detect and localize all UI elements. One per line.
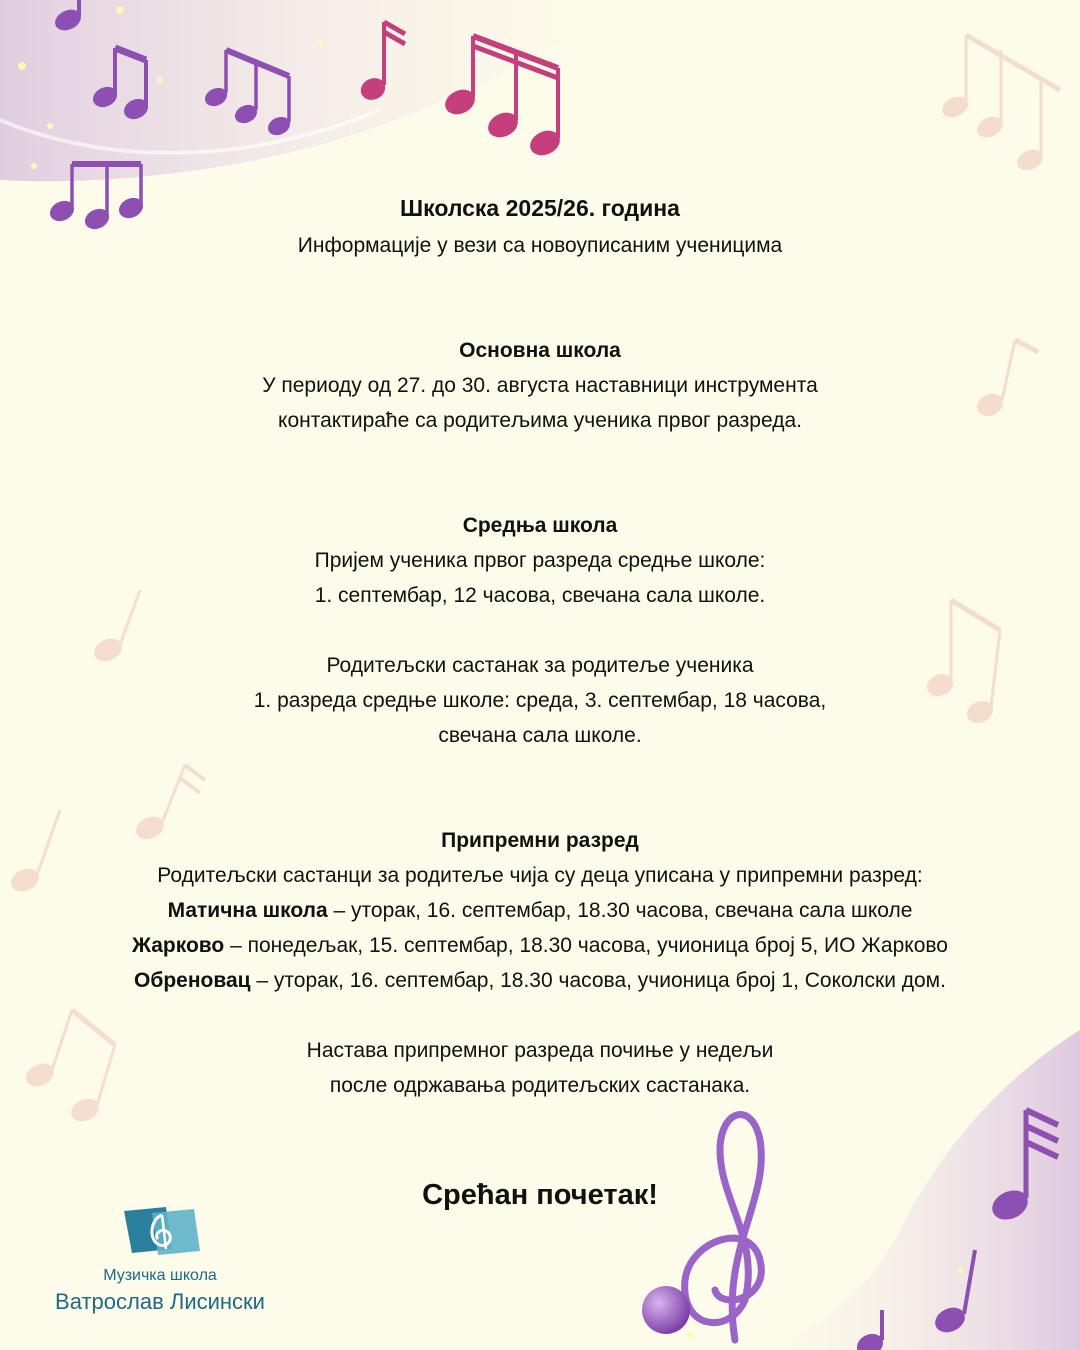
preparatory-heading: Припремни разред [441, 829, 639, 852]
secondary-school-text: свечана сала школе. [438, 724, 642, 747]
primary-school-text: У периоду од 27. до 30. августа наставници инструмента [262, 374, 818, 397]
meeting-details: – уторак, 16. септембар, 18.30 часова, учионица број 1, Соколски дом. [250, 969, 946, 992]
meeting-place: Жарково [132, 934, 225, 957]
primary-school-heading: Основна школа [459, 339, 621, 362]
meeting-place: Обреновац [134, 969, 251, 992]
school-logo-icon [122, 1205, 202, 1257]
school-logo [40, 1205, 280, 1315]
meeting-details: – уторак, 16. септембар, 18.30 часова, свечана сала школе [327, 899, 913, 922]
primary-school-text: контактираће са родитељима ученика првог разреда. [278, 409, 802, 432]
logo-text-small: Музичка школа [103, 1267, 217, 1284]
preparatory-note: Настава припремног разреда почиње у недељи [306, 1039, 774, 1062]
secondary-school-heading: Средња школа [462, 514, 618, 537]
secondary-school-text: Пријем ученика првог разреда средње школе: [314, 549, 766, 572]
preparatory-intro: Родитељски састанци за родитеље чија су деца уписана у припремни разред: [157, 864, 923, 887]
meeting-line [0, 933, 1080, 959]
logo-text-large: Ватрослав Лисински [55, 1289, 265, 1314]
page-title: Школска 2025/26. година [400, 195, 680, 221]
closing-greeting: Срећан почетак! [422, 1179, 658, 1211]
secondary-school-text: Родитељски састанак за родитеље ученика [326, 654, 754, 677]
page-subtitle: Информације у вези са новоуписаним ученицима [297, 234, 783, 257]
meeting-line [0, 898, 1080, 924]
meeting-details: – понедељак, 15. септембар, 18.30 часова, учионица број 5, ИО Жарково [224, 934, 948, 957]
meeting-line [0, 968, 1080, 994]
preparatory-note: после одржавања родитељских састанака. [329, 1074, 751, 1097]
secondary-school-text: 1. септембар, 12 часова, свечана сала школе. [314, 584, 766, 607]
secondary-school-text: 1. разреда средње школе: среда, 3. септембар, 18 часова, [253, 689, 827, 712]
meeting-place: Матична школа [167, 899, 328, 922]
